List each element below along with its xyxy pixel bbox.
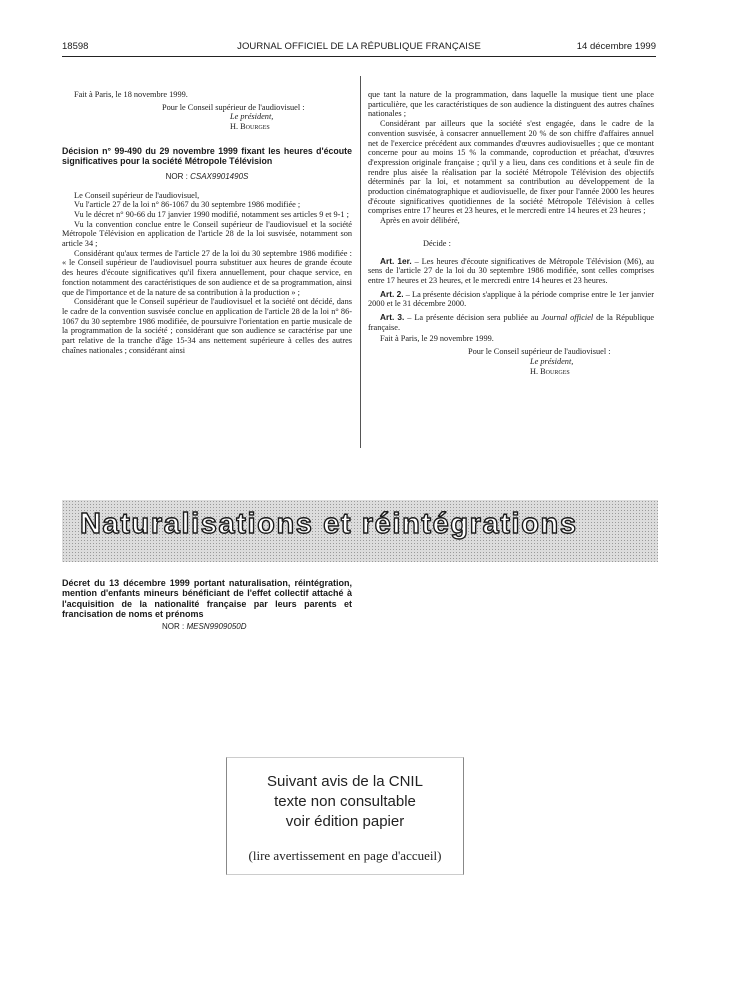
article-1-text: – Les heures d'écoute significatives de Métropole Télévision (M6), au sens de l'article 27 de la loi du 30 septembre 1986 modifiée, sont celles comprises entre 17 heures et 23 heures, et le mercredi entre 14 heures et 23 heures. — [368, 256, 654, 285]
prev-signature-place-date: Fait à Paris, le 18 novembre 1999. — [74, 90, 188, 99]
decision-title: Décision n° 99-490 du 29 novembre 1999 fixant les heures d'écoute significatives pour la société Métropole Télévision — [62, 145, 352, 166]
decret-block — [62, 578, 352, 631]
signature-name: H. Bourges — [530, 366, 570, 376]
decide-label: Décide : — [423, 238, 451, 248]
decision-paragraph: Considérant que le Conseil supérieur de l'audiovisuel et la société ont décidé, dans le cadre de la convention susvisée conclue en application de l'article 28 de la loi n° 86-1067 du 30 septembre 1986 modifiée, de poursuivre l'orientation en partie musicale de la programmation de la société ; considérant que son audience se caractérise par une part relative de la tranche d'âge 15-34 ans nettement supérieure à celles des autres chaînes nationales ; considérant ainsi — [62, 297, 352, 355]
article-3 — [368, 313, 654, 332]
prev-signature-block — [162, 103, 352, 132]
decision-paragraph: que tant la nature de la programmation, dans laquelle la musique tient une place particulière, que les caractéristiques de son audience la distinguent des autres chaînes nationales ; — [368, 90, 654, 119]
decision-paragraph: Vu l'article 27 de la loi n° 86-1067 du 30 septembre 1986 modifiée ; — [74, 200, 301, 210]
decision-paragraph: Vu la convention conclue entre le Conseil supérieur de l'audiovisuel et la société Métropole Télévision en application de l'article 28 de la loi susvisée, notamment son article 34 ; — [62, 219, 352, 249]
article-2-label: Art. 2. — [380, 288, 404, 299]
cnil-line-2: texte non consultable — [274, 793, 416, 810]
prev-signature-role: Le président, — [230, 112, 274, 122]
prev-signature-name: H. Bourges — [230, 122, 270, 132]
column-divider — [360, 76, 361, 448]
header-rule — [62, 56, 656, 57]
cnil-line-3: voir édition papier — [285, 813, 405, 830]
page-header — [62, 41, 656, 55]
journal-title: JOURNAL OFFICIEL DE LA RÉPUBLIQUE FRANÇAISE — [237, 41, 481, 52]
right-column — [368, 90, 654, 376]
article-1 — [368, 257, 654, 286]
decision-body — [62, 191, 352, 356]
article-3-label: Art. 3. — [380, 312, 405, 323]
article-3-text-before: – La présente décision sera publiée au — [404, 313, 542, 323]
article-1-label: Art. 1er. — [380, 255, 412, 266]
decision-nor: NOR : CSAX9901490S — [165, 171, 249, 181]
signature-for: Pour le Conseil supérieur de l'audiovisuel : — [468, 347, 611, 357]
left-column — [62, 90, 352, 355]
decision-nor-code: CSAX9901490S — [190, 171, 249, 181]
page-number: 18598 — [62, 41, 89, 52]
cnil-line-1: Suivant avis de la CNIL — [267, 773, 423, 790]
signature-place-date: Fait à Paris, le 29 novembre 1999. — [380, 334, 494, 344]
signature-role: Le président, — [530, 356, 574, 366]
decret-nor: NOR : MESN9909050D — [162, 621, 247, 631]
article-3-journal: Journal officiel — [541, 313, 594, 323]
decret-title: Décret du 13 décembre 1999 portant naturalisation, réintégration, mention d'enfants mineurs bénéficiant de l'effet collectif attaché à l'acquisition de la nationalité française par leurs parents et francisation de noms et prénoms — [62, 578, 352, 620]
section-banner — [62, 500, 658, 562]
decision-paragraph: Vu le décret n° 90-66 du 17 janvier 1990 modifié, notamment ses articles 9 et 9-1 ; — [74, 209, 349, 219]
signature-block — [468, 347, 654, 376]
prev-signature-for: Pour le Conseil supérieur de l'audiovisuel : — [162, 102, 305, 112]
decision-paragraph: Après en avoir délibéré, — [380, 216, 460, 226]
decision-paragraph: Considérant par ailleurs que la société s'est engagée, dans le cadre de la convention susvisée, à consacrer annuellement 20 % de son chiffre d'affaires annuel net de l'exercice précédent aux commandes d'œuvres audiovisuelles ; que ce montant concerne pour au moins 15 % la commande, coproduction et préachat, d'œuvres d'expression originale française ; qu'il y a lieu, dans ces conditions et à seule fin de rendre plus aisée la réalisation par la société Métropole Télévision des objectifs déterminés par la loi, et notamment sa contribution au développement de la production cinématographique et audiovisuelle, de fixer pour l'année 2000 les heures d'écoute significatives quotidiennes de la société Métropole Télévision à celles comprises entre 17 heures et 23 heures, et le mercredi entre 14 heures et 23 heures ; — [368, 119, 654, 216]
decision-paragraph: Considérant qu'aux termes de l'article 27 de la loi du 30 septembre 1986 modifiée : « le Conseil supérieur de l'audiovisuel pourra substituer aux heures de grande écoute des heures d'écoute significatives qu'il fixera annuellement, pour chaque service, en fonction notamment des caractéristiques de son audience et de sa programmation, ainsi que de l'importance et de la nature de sa contribution à la production » ; — [62, 248, 352, 297]
section-title: Naturalisations et réintégrations — [80, 508, 578, 540]
issue-date: 14 décembre 1999 — [576, 41, 656, 52]
cnil-line-4: (lire avertissement en page d'accueil) — [248, 848, 442, 863]
article-2-text: – La présente décision s'applique à la période comprise entre le 1er janvier 2000 et le 31 décembre 2000. — [368, 289, 654, 309]
article-2 — [368, 290, 654, 309]
article-3-text-after: de la République française. — [368, 313, 654, 332]
cnil-notice-box — [226, 757, 464, 875]
decision-paragraph: Le Conseil supérieur de l'audiovisuel, — [74, 190, 200, 200]
decret-nor-code: MESN9909050D — [186, 621, 247, 631]
